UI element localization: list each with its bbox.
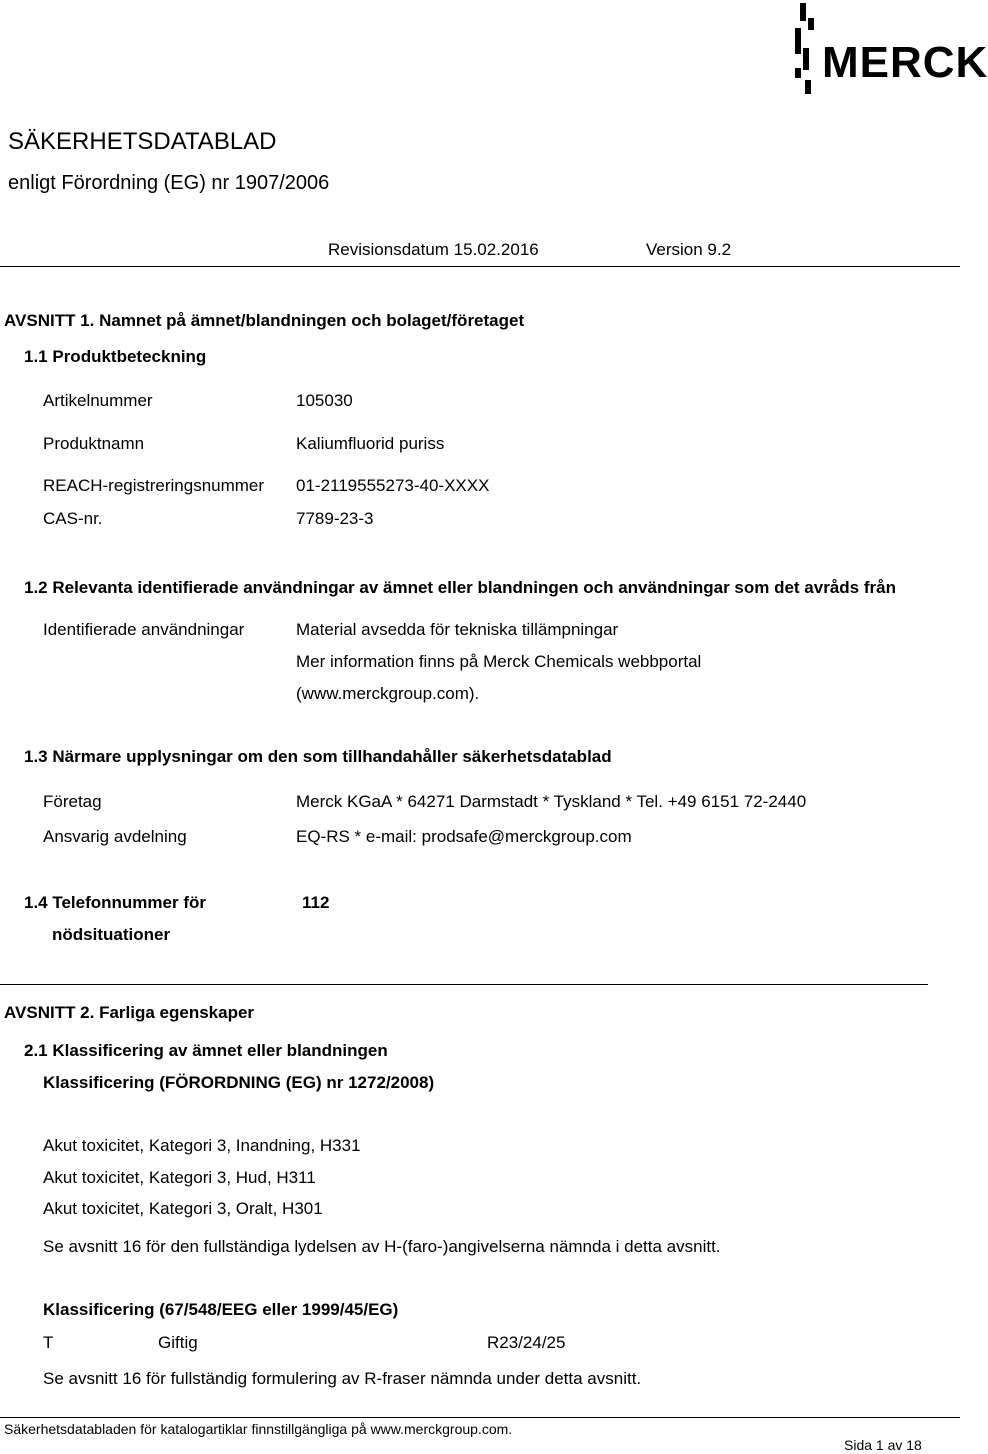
dsd-note: Se avsnitt 16 för fullständig formulering av R-fraser nämnda under detta avsnitt. bbox=[43, 1369, 642, 1388]
field-value-cas-number: 7789-23-3 bbox=[296, 509, 374, 528]
section-1-1-heading: 1.1 Produktbeteckning bbox=[24, 347, 207, 366]
field-value-article-number: 105030 bbox=[296, 391, 353, 410]
field-value-responsible-department: EQ-RS * e-mail: prodsafe@merckgroup.com bbox=[296, 827, 632, 846]
clp-item: Akut toxicitet, Kategori 3, Inandning, H331 bbox=[43, 1136, 361, 1155]
dsd-name: Giftig bbox=[158, 1333, 198, 1352]
version: Version 9.2 bbox=[646, 240, 732, 259]
identified-uses-line-2: Mer information finns på Merck Chemicals webbportal bbox=[296, 652, 702, 671]
field-label-cas-number: CAS-nr. bbox=[43, 509, 103, 528]
field-label-reach-number: REACH-registreringsnummer bbox=[43, 476, 265, 495]
clp-item: Akut toxicitet, Kategori 3, Hud, H311 bbox=[43, 1168, 316, 1187]
brand-name: MERCK bbox=[822, 38, 988, 87]
field-label-company: Företag bbox=[43, 792, 102, 811]
field-label-product-name: Produktnamn bbox=[43, 434, 145, 453]
clp-item: Akut toxicitet, Kategori 3, Oralt, H301 bbox=[43, 1199, 323, 1218]
revision-date: Revisionsdatum 15.02.2016 bbox=[328, 240, 539, 259]
dsd-classification-heading: Klassificering (67/548/EEG eller 1999/45/EG) bbox=[43, 1300, 399, 1319]
clp-note: Se avsnitt 16 för den fullständiga lydelsen av H-(faro-)angivelserna nämnda i detta avsnitt. bbox=[43, 1237, 721, 1256]
page-number: Sida 1 av 18 bbox=[844, 1437, 922, 1453]
section-1-2-heading: 1.2 Relevanta identifierade användningar av ämnet eller blandningen och användningar som det avråds från bbox=[24, 578, 896, 597]
footer-divider bbox=[0, 1417, 960, 1418]
section-2-heading: AVSNITT 2. Farliga egenskaper bbox=[4, 1003, 255, 1022]
section-1-4-heading-line-2: nödsituationer bbox=[52, 925, 171, 944]
field-value-company: Merck KGaA * 64271 Darmstadt * Tyskland * Tel. +49 6151 72-2440 bbox=[296, 792, 807, 811]
section-1-heading: AVSNITT 1. Namnet på ämnet/blandningen och bolaget/företaget bbox=[4, 311, 525, 330]
document-title: SÄKERHETSDATABLAD bbox=[8, 128, 277, 155]
section-2-1-heading: 2.1 Klassificering av ämnet eller blandningen bbox=[24, 1041, 388, 1060]
field-label-responsible-department: Ansvarig avdelning bbox=[43, 827, 187, 846]
clp-classification-heading: Klassificering (FÖRORDNING (EG) nr 1272/2008) bbox=[43, 1073, 435, 1092]
emergency-phone-number: 112 bbox=[302, 893, 330, 912]
footer-text: Säkerhetsdatabladen för katalogartiklar finnstillgängliga på www.merckgroup.com. bbox=[4, 1421, 513, 1437]
dsd-symbol: T bbox=[43, 1333, 54, 1352]
document-subtitle: enligt Förordning (EG) nr 1907/2006 bbox=[8, 172, 330, 194]
section-1-3-heading: 1.3 Närmare upplysningar om den som tillhandahåller säkerhetsdatablad bbox=[24, 747, 612, 766]
field-value-reach-number: 01-2119555273-40-XXXX bbox=[296, 476, 490, 495]
header-divider bbox=[0, 266, 960, 267]
identified-uses-line-1: Material avsedda för tekniska tillämpningar bbox=[296, 620, 619, 639]
section-divider bbox=[0, 984, 928, 985]
identified-uses-line-3: (www.merckgroup.com). bbox=[296, 684, 480, 703]
field-label-identified-uses: Identifierade användningar bbox=[43, 620, 245, 639]
field-value-product-name: Kaliumfluorid puriss bbox=[296, 434, 445, 453]
field-label-article-number: Artikelnummer bbox=[43, 391, 153, 410]
section-1-4-heading-line-1: 1.4 Telefonnummer för bbox=[24, 893, 206, 912]
dsd-risk-phrases: R23/24/25 bbox=[487, 1333, 566, 1352]
